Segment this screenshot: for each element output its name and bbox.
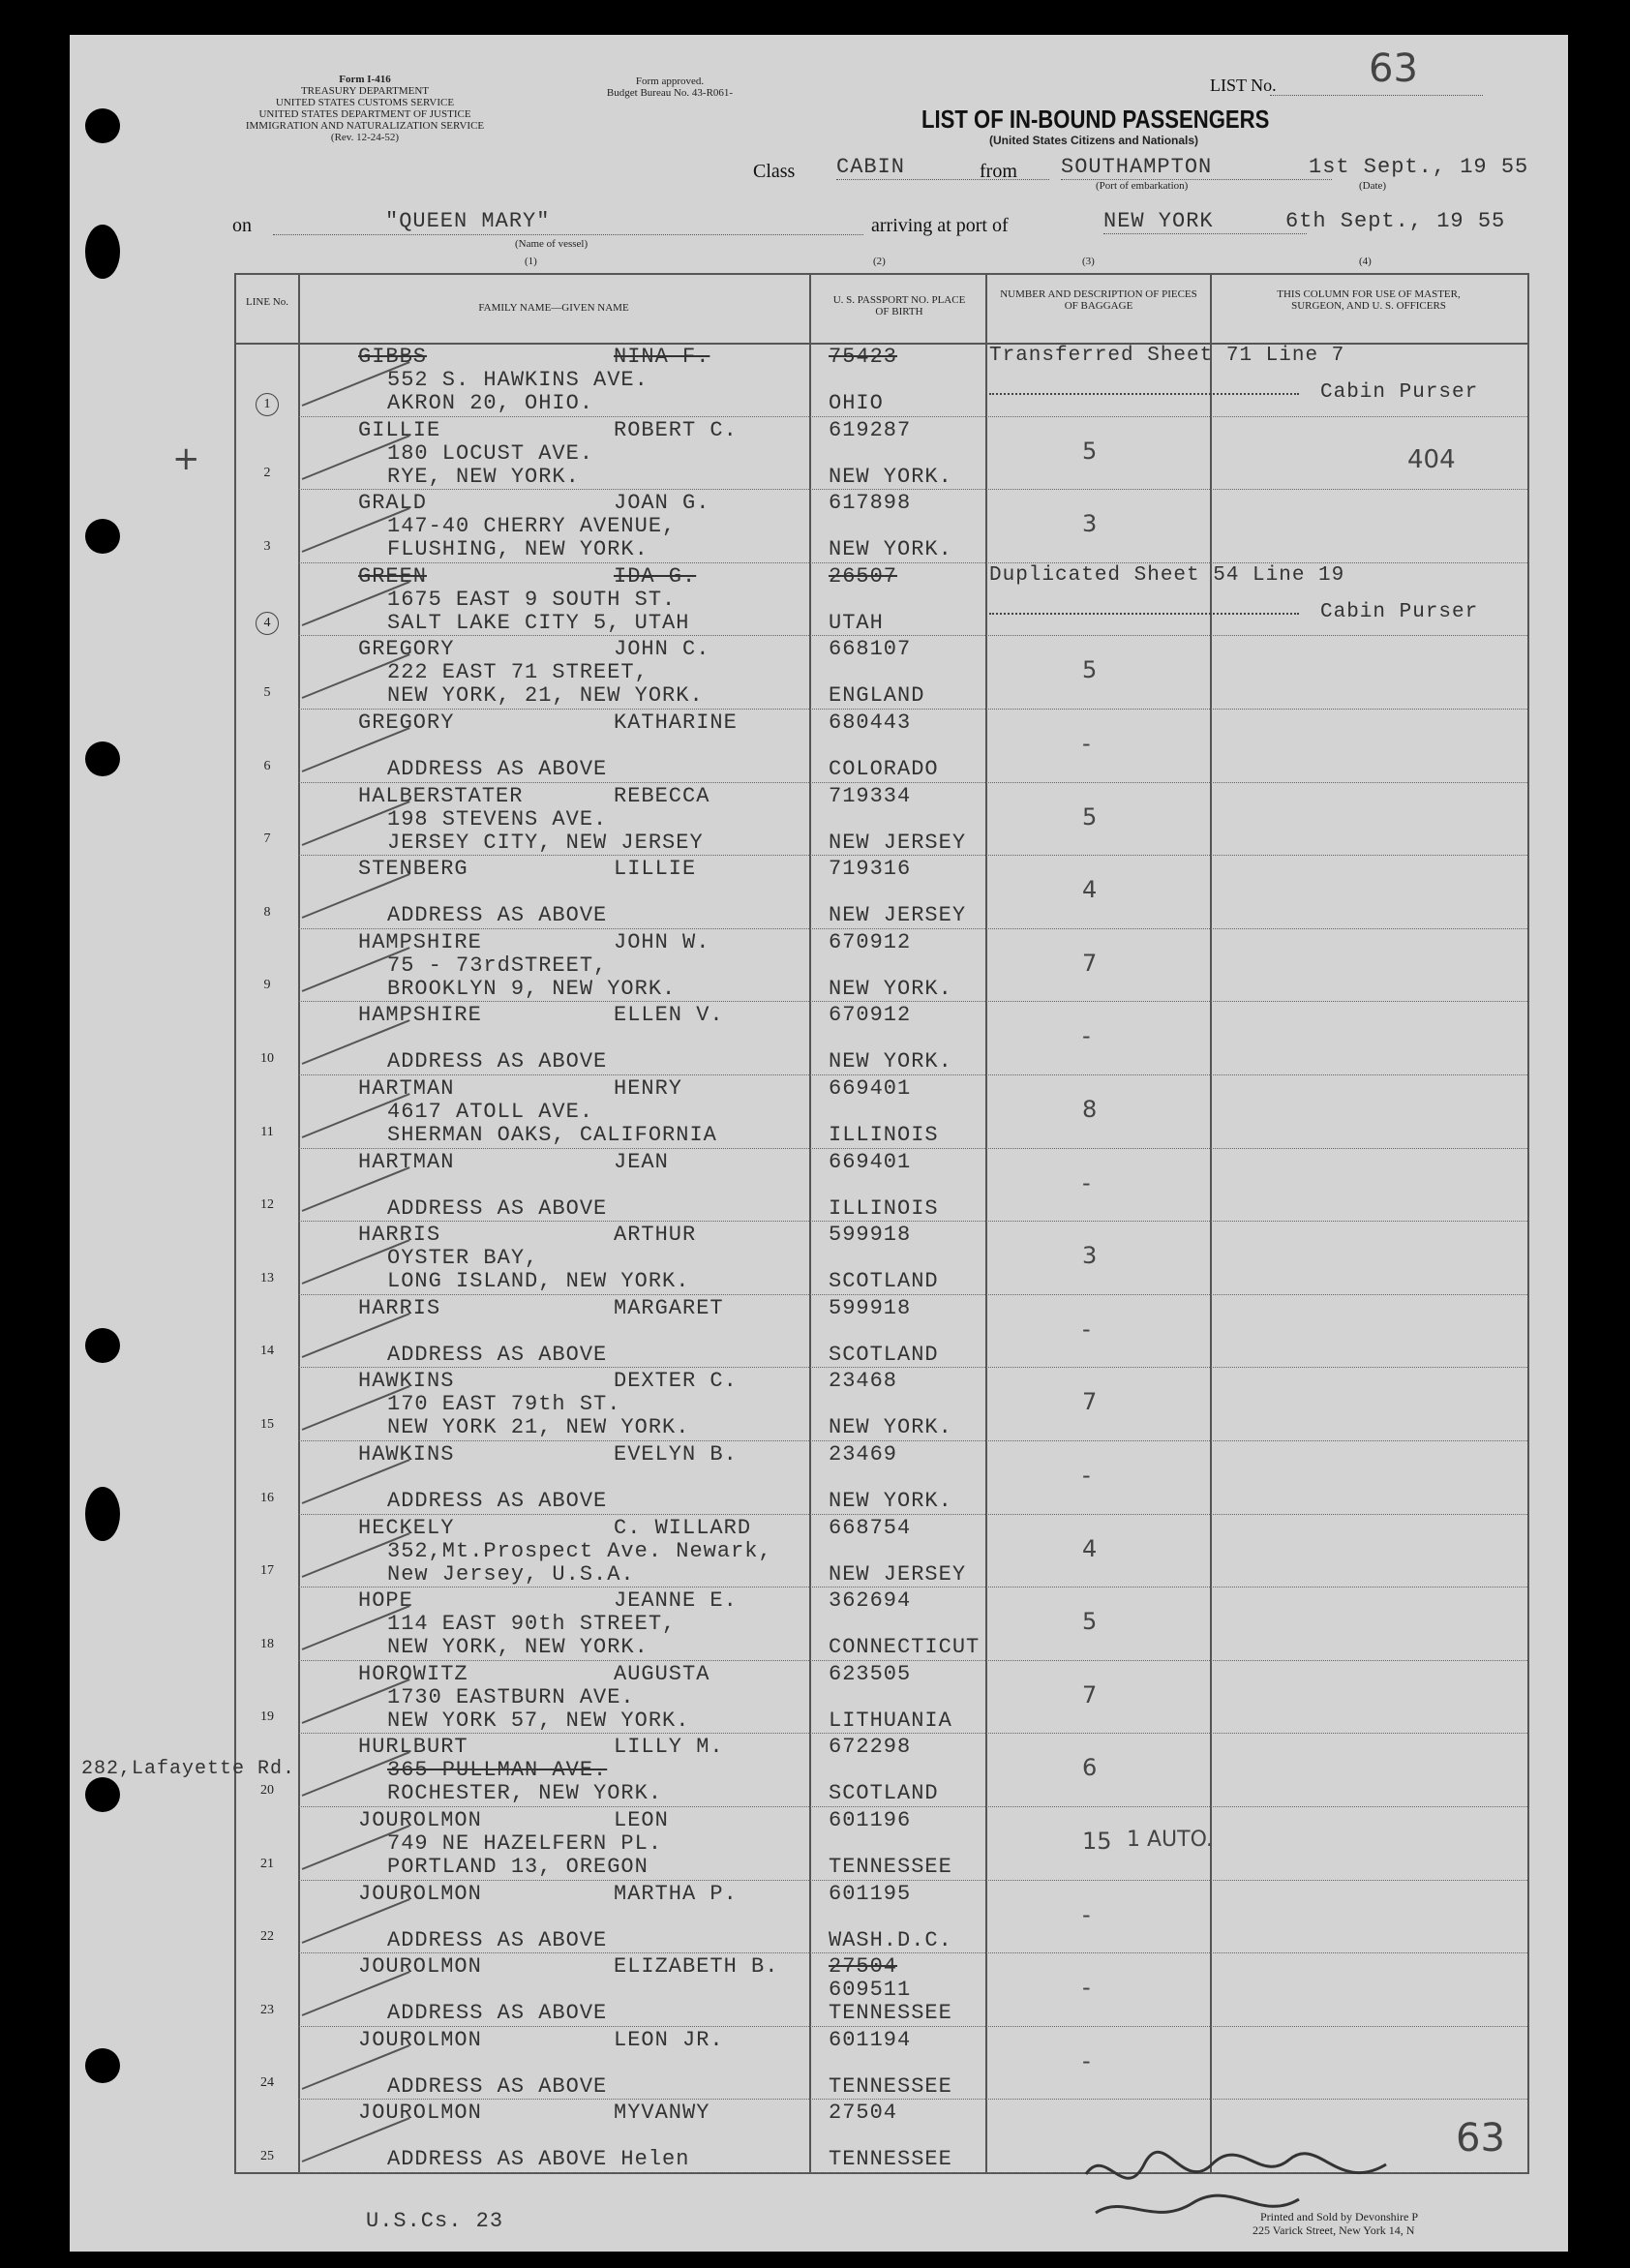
line-number: 21 [260,1856,274,1871]
passport-number: 599918 [829,1223,912,1248]
address-line-1: 114 EAST 90th STREET, [387,1612,677,1637]
row-divider [298,1294,1527,1295]
place-of-birth: NEW JERSEY [829,830,967,855]
place-of-birth: TENNESSEE [829,2073,952,2099]
place-of-birth: NEW YORK. [829,1415,952,1440]
row-divider [298,635,1527,636]
place-of-birth: NEW JERSEY [829,1561,967,1587]
line-number [236,393,298,416]
address-line-2: ADDRESS AS ABOVE [387,1342,608,1367]
passport-number: 27504 [829,2101,898,2126]
row-divider [298,928,1527,929]
address-line-2: ADDRESS AS ABOVE [387,1489,608,1513]
place-of-birth: SCOTLAND [829,1781,939,1806]
given-name: MARGARET [614,1295,724,1320]
place-of-birth: OHIO [829,391,884,415]
baggage-note: 1 AUTO. [1127,1828,1213,1852]
given-name: LEON [614,1808,669,1832]
form-code: U.S.Cs. 23 [366,2209,504,2233]
baggage-count: 4 [1082,876,1098,904]
place-of-birth: SCOTLAND [829,1342,939,1367]
address-line-1: 198 STEVENS AVE. [387,806,608,832]
given-name: REBECCA [614,783,710,808]
place-of-birth: CONNECTICUT [829,1635,981,1660]
port-of-embarkation: SOUTHAMPTON [1061,155,1332,180]
line-number: 25 [260,2149,274,2163]
row-divider [298,1001,1527,1002]
baggage-count: - [1082,730,1091,757]
officer-signature [1067,2135,1434,2232]
list-no-value: 63 [1369,46,1418,91]
passport-number: 623505 [829,1661,912,1686]
baggage-count: 7 [1082,1388,1098,1416]
given-name: JOHN C. [614,637,710,662]
place-of-birth: NEW JERSEY [829,903,967,928]
given-name: LILLIE [614,857,697,882]
place-of-birth: TENNESSEE [829,2001,952,2026]
family-name: HECKELY [358,1515,455,1540]
family-name: STENBERG [358,857,468,882]
passport-number: 601194 [829,2027,912,2052]
passport-number: 668754 [829,1515,912,1540]
dept-line: UNITED STATES CUSTOMS SERVICE [275,97,455,108]
baggage-count: 15 [1082,1828,1112,1855]
arrival-port: NEW YORK [1103,209,1307,234]
address-line-2: NEW YORK, 21, NEW YORK. [387,683,704,709]
line-number: 17 [260,1563,274,1579]
place-of-birth: NEW YORK. [829,537,952,562]
family-name: JOUROLMON [358,2101,482,2126]
passport-number: 26507 [829,563,898,589]
punch-hole [85,1328,120,1363]
family-name: HOROWITZ [358,1661,468,1686]
address-line-2: ADDRESS AS ABOVE [387,903,608,928]
address-line-1: OYSTER BAY, [387,1246,539,1271]
address-line-2: BROOKLYN 9, NEW YORK. [387,976,677,1001]
punch-hole [85,2048,120,2083]
family-name: HAWKINS [358,1369,455,1394]
address-line-2: SHERMAN OAKS, CALIFORNIA [387,1123,717,1147]
baggage-count: - [1082,1168,1091,1196]
passport-number: 601195 [829,1881,912,1906]
address-line-2: NEW YORK, NEW YORK. [387,1635,649,1660]
address-line-2: ADDRESS AS ABOVE [387,2001,608,2026]
family-name: JOUROLMON [358,2027,482,2052]
passport-number: 617898 [829,491,912,516]
given-name: IDA G. [614,563,697,589]
line-number: 24 [260,2075,274,2091]
line-number: 8 [263,904,271,920]
baggage-count: 8 [1082,1096,1098,1123]
row-divider [298,489,1527,490]
row-divider [298,1367,1527,1368]
line-number: 20 [260,1783,274,1798]
vessel-line [273,234,863,235]
family-name: JOUROLMON [358,1808,482,1832]
printer-line: 225 Varick Street, New York 14, N [1253,2223,1415,2237]
address-line-2: PORTLAND 13, OREGON [387,1855,649,1879]
punch-hole [85,225,120,279]
address-line-1: 147-40 CHERRY AVENUE, [387,514,677,539]
dept-line: TREASURY DEPARTMENT [300,85,430,97]
line-number [236,612,298,635]
address-line-2: ADDRESS AS ABOVE [387,1195,608,1221]
vessel-caption: (Name of vessel) [515,238,589,250]
line-number: 10 [260,1051,274,1066]
baggage-count: 4 [1082,1534,1098,1562]
passport-number: 670912 [829,1003,912,1028]
line-number: 12 [260,1197,274,1213]
col-header-baggage: NUMBER AND DESCRIPTION OF PIECES OF BAGGAGE [1000,288,1197,312]
arriving-label: arriving at port of [871,215,1009,236]
row-divider [298,1660,1527,1661]
col-header-passport: U. S. PASSPORT NO. PLACE OF BIRTH [832,294,966,318]
column-divider [809,275,811,2172]
officer-note: 404 [1407,444,1456,474]
passport-number: 672298 [829,1735,912,1760]
budget-text: Budget Bureau No. 43-R061- [606,87,734,99]
passport-number: 669401 [829,1076,912,1101]
given-name: ELLEN V. [614,1003,724,1028]
punch-hole [85,1487,120,1541]
given-name: EVELYN B. [614,1442,738,1467]
officer-note-line [989,393,1299,395]
passport-number: 362694 [829,1588,912,1614]
address-line-2: New Jersey, U.S.A. [387,1561,635,1587]
place-of-birth: ENGLAND [829,683,925,709]
line-number-circle: 1 [256,393,279,416]
margin-note: 282,Lafayette Rd. [81,1758,296,1781]
address-line-2: ADDRESS AS ABOVE [387,2073,608,2099]
address-line-1: 1730 EASTBURN AVE. [387,1684,635,1709]
column-number: (2) [873,256,886,267]
approval-block [583,76,757,99]
line-number: 2 [263,466,271,481]
baggage-count: - [1082,2046,1091,2074]
passport-number: 75423 [829,345,898,369]
row-divider [298,2026,1527,2027]
address-line-1: 1675 EAST 9 SOUTH ST. [387,587,677,612]
line-number: 14 [260,1344,274,1359]
given-name: NINA F. [614,345,710,369]
address-line-2: ADDRESS AS ABOVE [387,1927,608,1952]
passport-number: 668107 [829,637,912,662]
baggage-count: 3 [1082,510,1098,538]
passport-number: 601196 [829,1808,912,1832]
row-divider [298,1733,1527,1734]
place-of-birth: UTAH [829,610,884,635]
address-line-2: LONG ISLAND, NEW YORK. [387,1269,690,1294]
given-name: JEAN [614,1149,669,1174]
baggage-count: 5 [1082,437,1098,465]
row-divider [298,1074,1527,1075]
officer-note-purser: Cabin Purser [1320,381,1479,404]
line-number: 22 [260,1929,274,1945]
family-name: HARTMAN [358,1149,455,1174]
passport-number: 23469 [829,1442,898,1467]
address-line-1: 365 PULLMAN AVE. [387,1758,608,1783]
address-line-1: 180 LOCUST AVE. [387,440,594,466]
line-number: 15 [260,1417,274,1432]
baggage-count: 6 [1082,1754,1098,1782]
column-number: (3) [1082,256,1095,267]
family-name: HAWKINS [358,1442,455,1467]
family-name: GREGORY [358,711,455,735]
line-number: 19 [260,1709,274,1725]
address-line-2: ADDRESS AS ABOVE [387,1049,608,1074]
column-divider [298,275,300,2172]
given-name: MARTHA P. [614,1881,738,1906]
embarkation-date: 1st Sept., 19 55 [1309,155,1529,179]
row-divider [298,416,1527,417]
passport-number: 719316 [829,857,912,882]
column-divider [1210,275,1212,2172]
place-of-birth: TENNESSEE [829,2147,952,2172]
baggage-count: - [1082,1022,1091,1050]
document-page [70,35,1568,2252]
family-name: HARRIS [358,1295,441,1320]
passport-number-corrected: 609511 [829,1978,912,2003]
row-divider [298,1587,1527,1588]
passport-number: 23468 [829,1369,898,1394]
passport-number: 27504 [829,1954,898,1980]
row-divider [298,782,1527,783]
address-line-2: SALT LAKE CITY 5, UTAH [387,610,690,635]
place-of-birth: LITHUANIA [829,1708,952,1733]
row-divider [298,1880,1527,1881]
place-of-birth: COLORADO [829,757,939,781]
baggage-count: 3 [1082,1242,1098,1270]
address-line-2: NEW YORK 57, NEW YORK. [387,1708,690,1733]
line-number: 5 [263,685,271,700]
family-name: HALBERSTATER [358,783,524,808]
place-of-birth: NEW YORK. [829,1489,952,1513]
family-name: HARRIS [358,1223,441,1248]
family-name: GILLIE [358,417,441,442]
given-name: C. WILLARD [614,1515,752,1540]
officer-note: Duplicated Sheet 54 Line 19 [989,563,1345,587]
passenger-table [81,273,1529,2174]
column-number: (4) [1359,256,1372,267]
from-label: from [980,161,1017,182]
family-name: HOPE [358,1588,413,1614]
place-of-birth: WASH.D.C. [829,1927,952,1952]
family-name: HAMPSHIRE [358,929,482,954]
port-embarkation-caption: (Port of embarkation) [1096,180,1189,192]
dept-line: UNITED STATES DEPARTMENT OF JUSTICE [258,108,471,120]
address-line-2: FLUSHING, NEW YORK. [387,537,649,562]
list-no-label: LIST No. [1210,76,1277,95]
passport-number: 599918 [829,1295,912,1320]
col-header-officers: THIS COLUMN FOR USE OF MASTER, SURGEON, AND U. S. OFFICERS [1277,288,1461,312]
place-of-birth: NEW YORK. [829,976,952,1001]
place-of-birth: TENNESSEE [829,1855,952,1879]
row-divider [298,1514,1527,1515]
given-name: LILLY M. [614,1735,724,1760]
address-line-1: 4617 ATOLL AVE. [387,1100,594,1124]
given-name: ARTHUR [614,1223,697,1248]
line-number: 18 [260,1636,274,1651]
passport-number: 670912 [829,929,912,954]
page-mark: 63 [1456,2116,1505,2161]
punch-hole [85,741,120,776]
line-number: 11 [260,1124,274,1139]
row-divider [298,1221,1527,1222]
family-name: HARTMAN [358,1076,455,1101]
punch-hole [85,519,120,554]
document-subtitle: (United States Citizens and Nationals) [989,134,1199,147]
address-line-1: 352,Mt.Prospect Ave. Newark, [387,1538,772,1563]
place-of-birth: SCOTLAND [829,1269,939,1294]
given-name: HENRY [614,1076,683,1101]
class-label: Class [753,161,796,182]
officer-note-line [989,613,1299,615]
baggage-count: - [1082,1900,1091,1928]
column-number: (1) [525,256,537,267]
line-number: 9 [263,978,271,993]
family-name: HAMPSHIRE [358,1003,482,1028]
given-name: AUGUSTA [614,1661,710,1686]
revision: (Rev. 12-24-52) [330,132,400,143]
family-name: GREGORY [358,637,455,662]
row-divider [298,1440,1527,1441]
form-number: Form I-416 [339,74,391,85]
passport-number: 680443 [829,711,912,735]
baggage-count: 5 [1082,1608,1098,1636]
address-line-1: 749 NE HAZELFERN PL. [387,1831,663,1856]
officer-note: Transferred Sheet 71 Line 7 [989,345,1345,367]
given-name: KATHARINE [614,711,738,735]
line-number: 23 [260,2002,274,2017]
baggage-count: - [1082,1462,1091,1489]
place-of-birth: ILLINOIS [829,1195,939,1221]
line-number: 6 [263,758,271,773]
passport-number: 719334 [829,783,912,808]
baggage-count: 7 [1082,1680,1098,1709]
address-line-2: AKRON 20, OHIO. [387,391,594,415]
form-header-block [225,74,505,143]
given-name: ELIZABETH B. [614,1954,779,1980]
hand-mark: + [172,439,200,478]
punch-hole [85,108,120,143]
family-name: GRALD [358,491,428,516]
passport-number: 619287 [829,417,912,442]
baggage-count: - [1082,1974,1091,2002]
address-line-2: JERSEY CITY, NEW JERSEY [387,830,704,855]
col-header-line-no: LINE No. [246,296,288,308]
line-number: 13 [260,1270,274,1285]
given-name: DEXTER C. [614,1369,738,1394]
line-number: 7 [263,832,271,847]
place-of-birth: ILLINOIS [829,1123,939,1147]
address-line-2: ADDRESS AS ABOVE Helen [387,2147,690,2172]
dept-line: IMMIGRATION AND NATURALIZATION SERVICE [245,120,485,132]
address-line-1: 552 S. HAWKINS AVE. [387,368,649,392]
printer-line: Printed and Sold by Devonshire P [1260,2210,1418,2223]
passport-number: 669401 [829,1149,912,1174]
family-name: GREEN [358,563,428,589]
line-number: 16 [260,1490,274,1505]
place-of-birth: NEW YORK. [829,1049,952,1074]
address-line-2: NEW YORK 21, NEW YORK. [387,1415,690,1440]
baggage-count: 5 [1082,802,1098,831]
row-divider [298,1952,1527,1953]
family-name: JOUROLMON [358,1881,482,1906]
officer-note-purser: Cabin Purser [1320,600,1479,623]
family-name: GIBBS [358,345,428,369]
row-divider [298,562,1527,563]
given-name: JOHN W. [614,929,710,954]
approved-text: Form approved. [635,76,705,87]
address-line-1: 222 EAST 71 STREET, [387,660,649,685]
baggage-count: 7 [1082,949,1098,977]
column-divider [985,275,987,2172]
given-name: JEANNE E. [614,1588,738,1614]
arrival-date: 6th Sept., 19 55 [1285,209,1506,233]
vessel-name: "QUEEN MARY" [385,209,551,233]
row-divider [298,1148,1527,1149]
given-name: MYVANWY [614,2101,710,2126]
baggage-count: - [1082,1315,1091,1343]
date-caption: (Date) [1359,180,1387,192]
row-divider [298,2099,1527,2100]
document-title: LIST OF IN-BOUND PASSENGERS [921,105,1270,134]
address-line-1: 75 - 73rdSTREET, [387,953,608,978]
list-no-line [1270,95,1483,96]
punch-hole [85,1777,120,1812]
given-name: LEON JR. [614,2027,724,2052]
row-divider [298,709,1527,710]
place-of-birth: NEW YORK. [829,464,952,489]
row-divider [298,855,1527,856]
class-value: CABIN [836,155,1049,180]
row-divider [298,1806,1527,1807]
address-line-2: ADDRESS AS ABOVE [387,757,608,781]
col-header-name: FAMILY NAME—GIVEN NAME [478,302,629,314]
on-label: on [232,215,252,236]
family-name: JOUROLMON [358,1954,482,1980]
given-name: ROBERT C. [614,417,738,442]
address-line-1: 170 EAST 79th ST. [387,1392,621,1417]
line-number: 3 [263,538,271,554]
line-number-circle: 4 [256,612,279,635]
address-line-2: RYE, NEW YORK. [387,464,580,489]
baggage-count: 5 [1082,656,1098,684]
address-line-2: ROCHESTER, NEW YORK. [387,1781,663,1806]
given-name: JOAN G. [614,491,710,516]
family-name: HURLBURT [358,1735,468,1760]
